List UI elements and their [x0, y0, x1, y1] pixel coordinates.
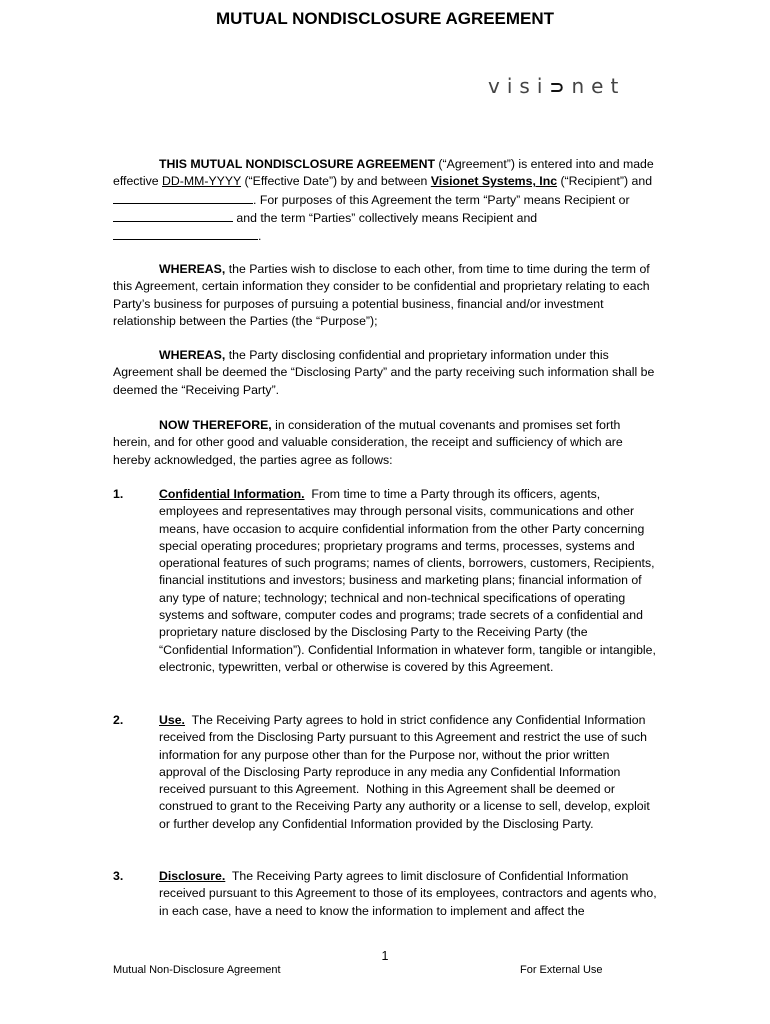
logo-mark-icon: ⊃: [549, 77, 572, 98]
section-number: 3.: [113, 869, 124, 883]
section-heading: Confidential Information.: [159, 487, 305, 501]
intro-text-5: and the term “Parties” collectively means Recipient and: [233, 210, 538, 225]
now-therefore-lead: NOW THEREFORE,: [159, 418, 272, 432]
whereas-text-2: the Party disclosing confidential and proprietary information under this Agreement shall be deemed the “Disclosing Party” and the party receiving such information shall be deemed the “Receiving Party”.: [113, 348, 655, 397]
whereas-text-1: the Parties wish to disclose to each other, from time to time during the term of this Agreement, certain information they consider to be confidential and proprietary relating to each Party’s business for purposes of pursuing a potential business, financial and/or investment relationship between the Parties (the “Purpose”);: [113, 262, 650, 328]
section-text: The Receiving Party agrees to hold in strict confidence any Confidential Information received from the Disclosing Party pursuant to this Agreement and restrict the use of such information for any purpose other than for the Purpose nor, without the prior written approval of the Disclosing Party reproduce in any media any Confidential Information received pursuant to this Agreement. Nothing in this Agreement shall be deemed or construed to grant to the Receiving Party any authority or a license to sell, develop, exploit or further develop any Confidential Information provided by the Disclosing Party.: [159, 713, 654, 831]
company-name: Visionet Systems, Inc: [430, 174, 558, 189]
party-name-blank-3[interactable]: [113, 227, 258, 240]
visionet-logo: [488, 74, 625, 98]
section-text: The Receiving Party agrees to limit disclosure of Confidential Information received pursuant to this Agreement to those of its employees, contractors and agents who, in each case, have a need to know the information to implement and affect the: [159, 869, 661, 918]
party-name-blank-1[interactable]: [113, 191, 253, 204]
document-title: MUTUAL NONDISCLOSURE AGREEMENT: [215, 9, 555, 28]
whereas-lead-2: WHEREAS,: [159, 348, 226, 362]
now-therefore-text: in consideration of the mutual covenants and promises set forth herein, and for other good and valuable consideration, the receipt and sufficiency of which are hereby acknowledged, the parties agree as follows:: [113, 418, 623, 467]
footer-right: For External Use: [520, 964, 603, 976]
whereas-paragraph-2: [113, 347, 658, 399]
intro-text-6: .: [258, 229, 262, 244]
effective-date-field: DD-MM-YYYY: [162, 174, 242, 189]
section-confidential-information: [113, 486, 658, 676]
whereas-lead-1: WHEREAS,: [159, 262, 226, 276]
section-text: From time to time a Party through its officers, agents, employees and representatives may through personal visits, communications and other means, have occasion to acquire confidential information from the other Party concerning special operating procedures; proprietary programs and terms, processes, systems and operational features of such programs; names of clients, borrowers, customers, Recipients, financial institutions and investors; business and marketing plans; financial information of any type of nature; technology; technical and non-technical specifications of operating systems and software, computer codes and programs; trade secrets of a confidential and proprietary nature disclosed by the Disclosing Party to the Receiving Party (the “Confidential Information”). Confidential Information in whatever form, tangible or intangible, electronic, typewritten, verbal or otherwise is covered by this Agreement.: [159, 487, 660, 674]
whereas-paragraph-1: [113, 261, 658, 330]
party-name-blank-2[interactable]: [113, 209, 233, 222]
section-number: 2.: [113, 713, 124, 727]
section-use: [113, 712, 658, 833]
section-number: 1.: [113, 487, 124, 501]
section-disclosure: [113, 868, 661, 920]
intro-text-4: . For purposes of this Agreement the term “Party” means Recipient or: [253, 192, 630, 207]
intro-paragraph: [113, 156, 658, 245]
section-heading: Use.: [159, 713, 185, 727]
logo-text-left: visi: [488, 74, 550, 98]
now-therefore-paragraph: [113, 417, 658, 469]
intro-text-3: (“Recipient”) and: [557, 174, 653, 189]
intro-lead: THIS MUTUAL NONDISCLOSURE AGREEMENT: [159, 157, 436, 171]
intro-text-2: (“Effective Date”) by and between: [241, 174, 431, 189]
logo-text-right: net: [571, 74, 626, 98]
page-number: 1: [381, 949, 389, 963]
section-heading: Disclosure.: [159, 869, 226, 883]
intro-text-1: (“Agreement”) is entered into and made effective: [113, 157, 654, 189]
footer-left: Mutual Non-Disclosure Agreement: [113, 964, 281, 976]
